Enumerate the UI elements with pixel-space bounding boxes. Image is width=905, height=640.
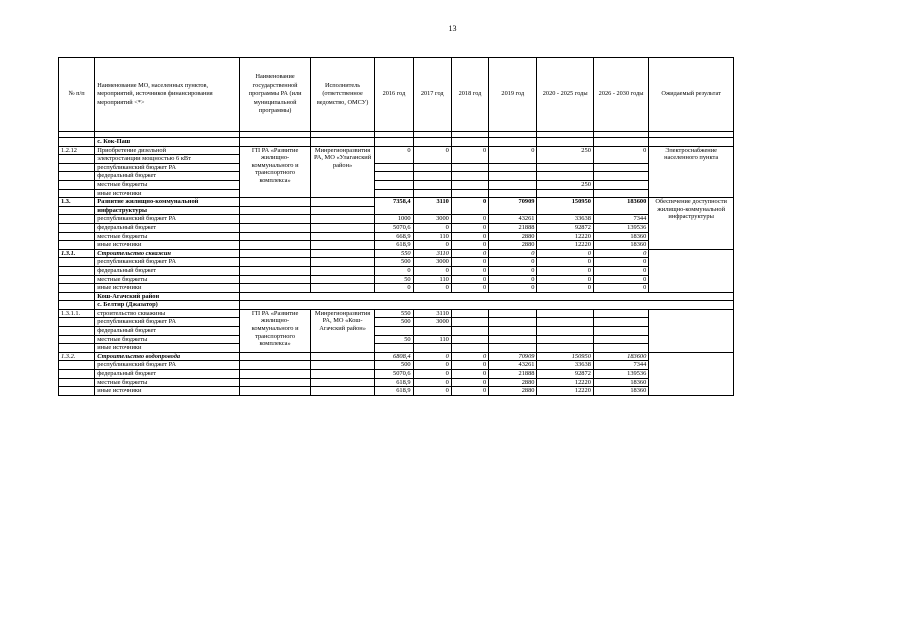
value-2018: 0 bbox=[451, 232, 488, 241]
value-2018: 0 bbox=[451, 249, 488, 258]
item-row bbox=[59, 309, 734, 318]
value-2020-2025: 92872 bbox=[537, 370, 593, 379]
executor-name: Минрегионразвития РА, МО «Кош-Агачский район» bbox=[310, 309, 374, 352]
value-2019: 43261 bbox=[489, 215, 537, 224]
value-2018: 0 bbox=[451, 378, 488, 387]
source-row bbox=[59, 318, 734, 327]
value-2018: 0 bbox=[451, 361, 488, 370]
source-row bbox=[59, 284, 734, 293]
source-name: федеральный бюджет bbox=[95, 327, 240, 336]
section-total-row bbox=[59, 198, 734, 207]
value-2018: 0 bbox=[451, 266, 488, 275]
source-name: федеральный бюджет bbox=[95, 370, 240, 379]
value-2020-2025: 33638 bbox=[537, 215, 593, 224]
value-2017 bbox=[413, 344, 451, 353]
value-2020-2025: 0 bbox=[537, 284, 593, 293]
source-name: местные бюджеты bbox=[95, 335, 240, 344]
header-executor: Исполнитель (ответственное ведомство, ОМСУ) bbox=[310, 58, 374, 132]
section-number: 1.3. bbox=[59, 198, 95, 207]
source-name: федеральный бюджет bbox=[95, 266, 240, 275]
header-2018: 2018 год bbox=[451, 58, 488, 132]
financing-table bbox=[58, 57, 734, 396]
value-2018: 0 bbox=[451, 284, 488, 293]
subsection-name: Строительство скважин bbox=[95, 249, 240, 258]
value-2016: 618,9 bbox=[375, 241, 413, 250]
value-2019: 0 bbox=[489, 275, 537, 284]
section-name: Развитие жилищно-коммунальной bbox=[95, 198, 240, 207]
value-2019: 2880 bbox=[489, 241, 537, 250]
value-2016 bbox=[375, 172, 413, 181]
value-2019: 70909 bbox=[489, 198, 537, 215]
value-2017: 0 bbox=[413, 146, 451, 163]
value-2018: 0 bbox=[451, 198, 488, 215]
place-row bbox=[59, 138, 734, 147]
value-2016: 50 bbox=[375, 275, 413, 284]
source-row bbox=[59, 335, 734, 344]
value-2026-2030: 139536 bbox=[593, 223, 648, 232]
header-2019: 2019 год bbox=[489, 58, 537, 132]
source-row bbox=[59, 241, 734, 250]
value-2018: 0 bbox=[451, 223, 488, 232]
value-2017: 3110 bbox=[413, 309, 451, 318]
value-2018: 0 bbox=[451, 146, 488, 163]
value-2019 bbox=[489, 189, 537, 198]
value-2016: 500 bbox=[375, 361, 413, 370]
value-2026-2030: 0 bbox=[593, 146, 648, 163]
value-2016: 500 bbox=[375, 318, 413, 327]
value-2019: 0 bbox=[489, 258, 537, 267]
value-2019: 21888 bbox=[489, 370, 537, 379]
value-2016 bbox=[375, 327, 413, 336]
source-row bbox=[59, 163, 734, 172]
value-2016: 5070,6 bbox=[375, 223, 413, 232]
value-2017: 3110 bbox=[413, 198, 451, 215]
value-2016: 6808,4 bbox=[375, 352, 413, 361]
source-name: местные бюджеты bbox=[95, 232, 240, 241]
source-name: местные бюджеты bbox=[95, 275, 240, 284]
value-2020-2025: 92872 bbox=[537, 223, 593, 232]
item-row bbox=[59, 146, 734, 155]
value-2019: 0 bbox=[489, 146, 537, 163]
value-2018: 0 bbox=[451, 241, 488, 250]
source-row bbox=[59, 232, 734, 241]
value-2019: 0 bbox=[489, 284, 537, 293]
source-name: федеральный бюджет bbox=[95, 223, 240, 232]
value-2017: 3000 bbox=[413, 318, 451, 327]
value-2026-2030 bbox=[593, 163, 648, 172]
value-2026-2030: 183600 bbox=[593, 198, 648, 215]
value-2016 bbox=[375, 180, 413, 189]
place-row bbox=[59, 301, 734, 310]
value-2016 bbox=[375, 189, 413, 198]
source-row bbox=[59, 370, 734, 379]
value-2018: 0 bbox=[451, 387, 488, 396]
subsection-number: 1.3.2. bbox=[59, 352, 95, 361]
source-row bbox=[59, 215, 734, 224]
district-name: Кош-Агачский район bbox=[95, 292, 240, 301]
value-2017: 110 bbox=[413, 232, 451, 241]
value-2026-2030: 139536 bbox=[593, 370, 648, 379]
value-2026-2030: 0 bbox=[593, 249, 648, 258]
value-2017: 0 bbox=[413, 361, 451, 370]
source-name: иные источники bbox=[95, 189, 240, 198]
value-2017: 110 bbox=[413, 335, 451, 344]
place-name: с. Белтир (Джазатор) bbox=[95, 301, 240, 310]
value-2017: 0 bbox=[413, 378, 451, 387]
value-2017: 110 bbox=[413, 275, 451, 284]
value-2016: 50 bbox=[375, 335, 413, 344]
header-row bbox=[59, 58, 734, 132]
value-2016: 0 bbox=[375, 284, 413, 293]
value-2020-2025: 250 bbox=[537, 180, 593, 189]
value-2018 bbox=[451, 180, 488, 189]
value-2026-2030: 0 bbox=[593, 258, 648, 267]
value-2017: 0 bbox=[413, 223, 451, 232]
source-name: федеральный бюджет bbox=[95, 172, 240, 181]
value-2018 bbox=[451, 172, 488, 181]
value-2020-2025: 0 bbox=[537, 249, 593, 258]
header-2017: 2017 год bbox=[413, 58, 451, 132]
item-name: Приобретение дизельной bbox=[95, 146, 240, 155]
subsection-number: 1.3.1. bbox=[59, 249, 95, 258]
value-2018: 0 bbox=[451, 215, 488, 224]
value-2016: 500 bbox=[375, 258, 413, 267]
value-2016: 5070,6 bbox=[375, 370, 413, 379]
header-2016: 2016 год bbox=[375, 58, 413, 132]
place-name: с. Кок-Паш bbox=[95, 138, 240, 147]
value-2017: 0 bbox=[413, 241, 451, 250]
source-row bbox=[59, 275, 734, 284]
value-2026-2030 bbox=[593, 180, 648, 189]
program-name: ГП РА «Развитие жилищно-коммунального и транспортного комплекса» bbox=[240, 309, 311, 352]
page-number: 13 bbox=[448, 24, 457, 33]
value-2018: 0 bbox=[451, 352, 488, 361]
source-row bbox=[59, 378, 734, 387]
value-2020-2025: 150950 bbox=[537, 198, 593, 215]
value-2020-2025: 12220 bbox=[537, 378, 593, 387]
value-2018 bbox=[451, 189, 488, 198]
value-2018: 0 bbox=[451, 275, 488, 284]
value-2019 bbox=[489, 172, 537, 181]
source-row bbox=[59, 387, 734, 396]
value-2016: 550 bbox=[375, 249, 413, 258]
source-name: республиканский бюджет РА bbox=[95, 163, 240, 172]
value-2016 bbox=[375, 163, 413, 172]
item-number: 1.3.1.1. bbox=[59, 309, 95, 318]
item-name-cont: электростанции мощностью 6 кВт bbox=[95, 155, 240, 164]
value-2026-2030: 7344 bbox=[593, 215, 648, 224]
value-2026-2030: 18360 bbox=[593, 387, 648, 396]
value-2019: 43261 bbox=[489, 361, 537, 370]
expected-result: Обеспечение доступности жилищно-коммунальной инфраструктуры bbox=[649, 198, 734, 250]
value-2016: 618,9 bbox=[375, 387, 413, 396]
source-name: республиканский бюджет РА bbox=[95, 318, 240, 327]
value-2017 bbox=[413, 163, 451, 172]
value-2019: 0 bbox=[489, 249, 537, 258]
header-num: № п/п bbox=[59, 58, 95, 132]
value-2020-2025: 12220 bbox=[537, 387, 593, 396]
value-2017 bbox=[413, 327, 451, 336]
value-2020-2025: 0 bbox=[537, 275, 593, 284]
value-2017: 3000 bbox=[413, 258, 451, 267]
source-row bbox=[59, 223, 734, 232]
source-row bbox=[59, 189, 734, 198]
header-2026-2030: 2026 - 2030 годы bbox=[593, 58, 648, 132]
value-2016 bbox=[375, 344, 413, 353]
value-2020-2025: 250 bbox=[537, 146, 593, 163]
source-row bbox=[59, 180, 734, 189]
item-number: 1.2.12 bbox=[59, 146, 95, 155]
value-2017: 3000 bbox=[413, 215, 451, 224]
header-result: Ожидаемый результат bbox=[649, 58, 734, 132]
value-2020-2025: 33638 bbox=[537, 361, 593, 370]
district-row bbox=[59, 292, 734, 301]
value-2026-2030 bbox=[593, 189, 648, 198]
value-2020-2025 bbox=[537, 189, 593, 198]
value-2017: 0 bbox=[413, 266, 451, 275]
subsection-total-row bbox=[59, 249, 734, 258]
source-row bbox=[59, 258, 734, 267]
executor-name: Минрегионразвития РА, МО «Улаганский район» bbox=[310, 146, 374, 198]
value-2017 bbox=[413, 189, 451, 198]
source-row bbox=[59, 344, 734, 353]
value-2018: 0 bbox=[451, 258, 488, 267]
subsection-name: Строительство водопровода bbox=[95, 352, 240, 361]
value-2026-2030: 18360 bbox=[593, 241, 648, 250]
value-2019 bbox=[489, 163, 537, 172]
value-2026-2030: 7344 bbox=[593, 361, 648, 370]
source-name: иные источники bbox=[95, 344, 240, 353]
source-row bbox=[59, 172, 734, 181]
value-2016: 550 bbox=[375, 309, 413, 318]
source-name: иные источники bbox=[95, 387, 240, 396]
value-2019: 2880 bbox=[489, 378, 537, 387]
header-2020-2025: 2020 - 2025 годы bbox=[537, 58, 593, 132]
section-name-cont: инфраструктуры bbox=[95, 206, 240, 215]
value-2016: 1000 bbox=[375, 215, 413, 224]
value-2019: 2880 bbox=[489, 232, 537, 241]
source-name: республиканский бюджет РА bbox=[95, 215, 240, 224]
value-2020-2025: 12220 bbox=[537, 232, 593, 241]
value-2019: 70909 bbox=[489, 352, 537, 361]
value-2020-2025: 12220 bbox=[537, 241, 593, 250]
value-2016: 668,9 bbox=[375, 232, 413, 241]
value-2019: 0 bbox=[489, 266, 537, 275]
source-name: республиканский бюджет РА bbox=[95, 361, 240, 370]
value-2026-2030: 0 bbox=[593, 275, 648, 284]
value-2017 bbox=[413, 180, 451, 189]
source-name: местные бюджеты bbox=[95, 378, 240, 387]
value-2026-2030: 18360 bbox=[593, 378, 648, 387]
value-2016: 7358,4 bbox=[375, 198, 413, 215]
value-2016: 0 bbox=[375, 146, 413, 163]
value-2026-2030: 0 bbox=[593, 266, 648, 275]
value-2016: 618,9 bbox=[375, 378, 413, 387]
source-name: иные источники bbox=[95, 241, 240, 250]
value-2017: 0 bbox=[413, 352, 451, 361]
value-2020-2025: 150950 bbox=[537, 352, 593, 361]
value-2019: 2880 bbox=[489, 387, 537, 396]
value-2020-2025: 0 bbox=[537, 258, 593, 267]
value-2020-2025: 0 bbox=[537, 266, 593, 275]
source-name: местные бюджеты bbox=[95, 180, 240, 189]
value-2020-2025 bbox=[537, 163, 593, 172]
value-2026-2030: 0 bbox=[593, 284, 648, 293]
value-2019 bbox=[489, 180, 537, 189]
subsection-total-row bbox=[59, 352, 734, 361]
value-2020-2025 bbox=[537, 172, 593, 181]
header-program: Наименование государственной программы РА (или муниципальной программы) bbox=[240, 58, 311, 132]
value-2017: 0 bbox=[413, 284, 451, 293]
source-row bbox=[59, 266, 734, 275]
value-2026-2030 bbox=[593, 172, 648, 181]
value-2026-2030: 183600 bbox=[593, 352, 648, 361]
program-name: ГП РА «Развитие жилищно-коммунального и транспортного комплекса» bbox=[240, 146, 311, 198]
value-2026-2030: 18360 bbox=[593, 232, 648, 241]
value-2017: 0 bbox=[413, 387, 451, 396]
value-2019: 21888 bbox=[489, 223, 537, 232]
value-2017: 0 bbox=[413, 370, 451, 379]
value-2017 bbox=[413, 172, 451, 181]
source-row bbox=[59, 327, 734, 336]
value-2016: 0 bbox=[375, 266, 413, 275]
source-name: республиканский бюджет РА bbox=[95, 258, 240, 267]
value-2018: 0 bbox=[451, 370, 488, 379]
item-name: строительство скважины bbox=[95, 309, 240, 318]
header-name: Наименование МО, населенных пунктов, мероприятий, источников финансирования мероприятий <*> bbox=[95, 58, 240, 132]
source-name: иные источники bbox=[95, 284, 240, 293]
value-2017: 3110 bbox=[413, 249, 451, 258]
source-row bbox=[59, 361, 734, 370]
expected-result: Электроснабжение населенного пункта bbox=[649, 146, 734, 198]
value-2018 bbox=[451, 163, 488, 172]
